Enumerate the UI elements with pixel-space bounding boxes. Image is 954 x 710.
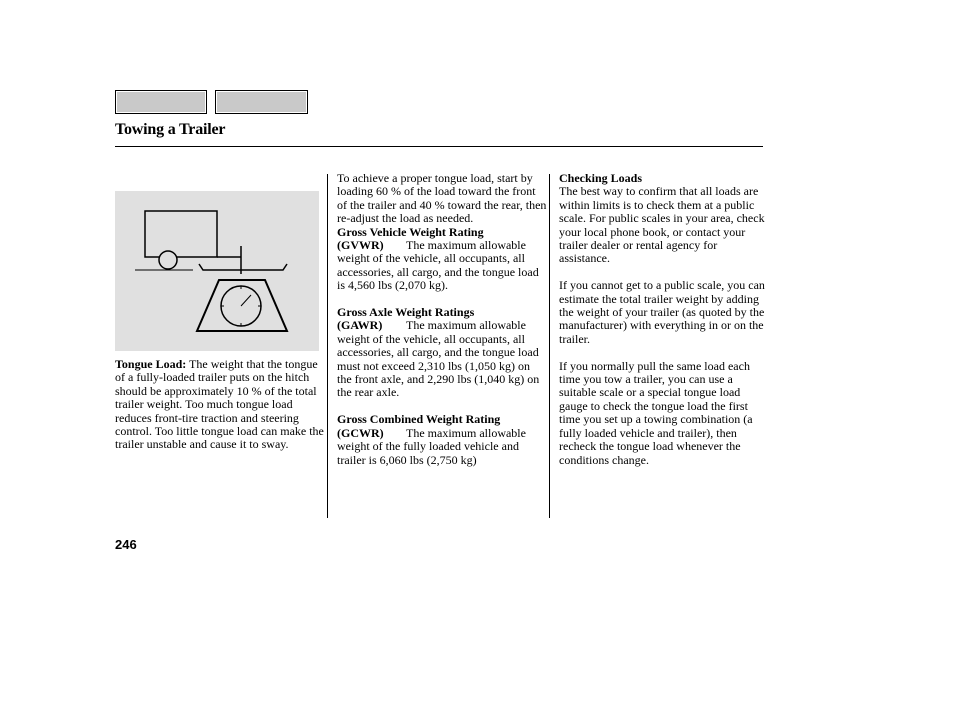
tongue-load-illustration — [115, 191, 319, 351]
gcwr-heading: Gross Combined Weight Rating — [337, 412, 501, 427]
column-weight-ratings — [337, 172, 547, 467]
gawr-text: The maximum allowable weight of the vehicle, all occupants, all accessories, all cargo, and the tongue load must not exceed 2,310 lbs (1,050 kg) on the front axle, and 2,290 lbs (1,040 kg) on the rear axle. — [337, 318, 540, 400]
column-divider-2 — [549, 174, 550, 518]
page-title: Towing a Trailer — [115, 121, 226, 138]
scale-platform-shape — [199, 264, 287, 270]
column-divider-1 — [327, 174, 328, 518]
tongue-load-paragraph — [115, 358, 325, 452]
gvwr-abbr: (GVWR) — [337, 238, 384, 253]
page-number: 246 — [115, 537, 137, 552]
trailer-on-scale-diagram — [115, 191, 319, 351]
nav-tab-contents[interactable] — [215, 90, 308, 114]
checking-loads-text: The best way to confirm that all loads are within limits is to check them at a public scale. For public scales in your area, check your local phone book, or contact your trailer dealer or rental agency for assistance. — [559, 184, 765, 266]
column-tongue-load — [115, 358, 325, 452]
gcwr-abbr: (GCWR) — [337, 425, 384, 440]
trailer-wheel-shape — [159, 251, 177, 269]
title-divider — [115, 146, 763, 147]
gvwr-text: The maximum allowable weight of the vehicle, all occupants, all accessories, all cargo, and the tongue load is 4,560 lbs (2,070 kg). — [337, 238, 539, 293]
tongue-load-heading: Tongue Load: — [115, 357, 187, 371]
trailer-body-shape — [145, 211, 217, 257]
tongue-load-text: The weight that the tongue of a fully-loaded trailer puts on the hitch should be approximately 10 % of the total trailer weight. Too much tongue load reduces front-tire traction and steering control. Too little tongue load can make the trailer unstable and cause it to sway. — [115, 357, 324, 452]
gawr-abbr: (GAWR) — [337, 318, 383, 333]
dial-needle-shape — [241, 295, 251, 306]
nav-tab-back[interactable] — [115, 90, 207, 114]
gcwr-text: The maximum allowable weight of the fully loaded vehicle and trailer is 6,060 lbs (2,750 kg) — [337, 425, 526, 467]
checking-loads-heading: Checking Loads — [559, 171, 643, 185]
estimate-paragraph: If you cannot get to a public scale, you can estimate the total trailer weight by adding the weight of your trailer (as quoted by the manufacturer) with everything in or on the trailer. — [559, 278, 765, 346]
column-checking-loads — [559, 172, 767, 467]
recheck-paragraph: If you normally pull the same load each time you tow a trailer, you can use a suitable scale or a special tongue load gauge to check the tongue load the first time you set up a towing combination (a fully loaded vehicle and trailer), then recheck the tongue load whenever the conditions change. — [559, 358, 753, 467]
gvwr-heading: Gross Vehicle Weight Rating — [337, 224, 484, 239]
intro-paragraph: To achieve a proper tongue load, start by loading 60 % of the load toward the front of the trailer and 40 % toward the rear, then re-adjust the load as needed. — [337, 171, 547, 226]
gawr-heading: Gross Axle Weight Ratings — [337, 305, 475, 320]
